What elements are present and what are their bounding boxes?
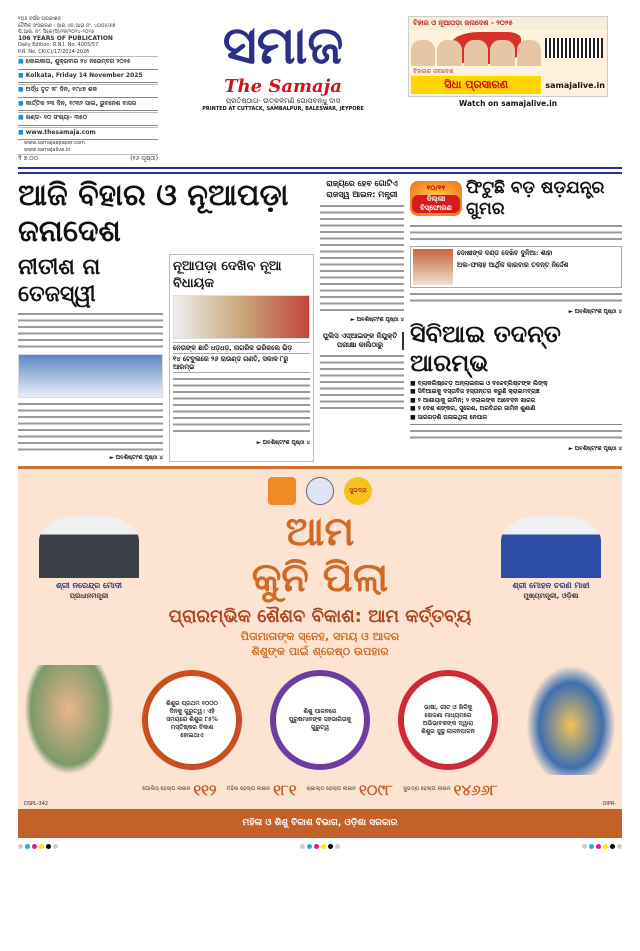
government-advertisement	[18, 469, 622, 809]
article-text	[18, 401, 163, 451]
continued-link[interactable]: ► ଅବଶିଷ୍ଟାଂଶ ପୃଷ୍ଠା ୪	[568, 308, 622, 315]
nuapada-headline[interactable]: ନୂଆପଡ଼ା ଦେଖିବ ନୂଆ ବିଧାୟକ	[173, 258, 282, 291]
father-child-illustration	[24, 665, 114, 775]
color-registration-marks	[582, 844, 622, 849]
photo-caption: ନେତାଙ୍କ ଛାତି ଧଡ଼ଧଡ଼, ନାଗରିକ ଭରିକଲେ ଭିଡ଼	[173, 342, 310, 353]
cbi-headline[interactable]: ସିବିଆଇ ତଦନ୍ତ ଆରମ୍ଭ	[410, 319, 561, 377]
article-text	[410, 223, 622, 243]
calendar-line: ■ ଅର୍ଦ୍ଧ ତୃତ ୨୮ ଦିନ, ୧୯୪୭ ଶକ	[18, 84, 158, 98]
article-text	[173, 376, 310, 436]
lead-subheadline: ନୀତୀଶ ନା ତେଜସ୍ୱୀ	[18, 254, 101, 307]
article-text	[410, 428, 622, 442]
helpline-child	[307, 781, 393, 799]
inset-subtitle: ଅଲ-ଫଲାହ ଆର୍ଥିକ କାରବାର ତଦନ୍ତ ନିର୍ଦ୍ଦେଶ	[457, 260, 569, 269]
pm-title: ପ୍ରଧାନମନ୍ତ୍ରୀ	[69, 591, 109, 600]
watch-link[interactable]: Watch on samajalive.in	[458, 99, 558, 108]
article-text	[18, 311, 163, 351]
cm-title: ମୁଖ୍ୟମନ୍ତ୍ରୀ, ଓଡ଼ିଶା	[523, 591, 579, 600]
photo-caption: ୧୪ ଟେବୁଲରେ ୨୬ ରାଉଣ୍ଡ ଗଣତି, ସକାଳ ୮ରୁ ଆରମ୍ଭ	[173, 353, 310, 373]
website-link[interactable]: www.samajalive.in	[24, 146, 71, 153]
delhi-inset	[410, 246, 622, 288]
ad-footer: ମହିଳା ଓ ଶିଶୁ ବିକାଶ ବିଭାଗ, ଓଡ଼ିଶା ସରକାର	[18, 809, 622, 838]
volume: ■ ଖଣ୍ଡ- ୧୦ ସଂଖ୍ୟା- ୩୫୦	[18, 112, 158, 126]
ad-site: samajalive.in	[545, 80, 605, 90]
ad-code: DSPL-342	[24, 800, 49, 807]
info-line: ୧୦୬ ବର୍ଷର ପ୍ରକାଶନ	[18, 16, 61, 22]
blast-photo	[413, 249, 453, 285]
years-of-publication: 106 YEARS OF PUBLICATION	[18, 34, 113, 42]
nuapada-story	[169, 254, 314, 462]
logo-english: The Samaja	[224, 76, 342, 97]
badge-label: ଦିଲ୍ଲୀ ବିସ୍ଫୋରଣ	[412, 195, 460, 213]
helpline-label: ପୋଲିସ୍ ହେଲ୍ପ ଲାଇନ	[142, 786, 191, 792]
helpline-number: ୧୧୨	[193, 780, 217, 799]
pm-name: ଶ୍ରୀ ନରେନ୍ଦ୍ର ମୋଦୀ	[55, 580, 123, 590]
ad-title	[160, 509, 480, 601]
helpline-women	[226, 781, 296, 799]
tagline-line: ପିତାମାତାଙ୍କ ସ୍ନେହ, ସମୟ ଓ ଆଦର	[240, 629, 400, 643]
continued-link[interactable]: ► ଅବଶିଷ୍ଟାଂଶ ପୃଷ୍ଠା ୪	[350, 316, 404, 323]
helpline-label: ସୁଭଦ୍ରା ହେଲ୍ପ ଲାଇନ	[402, 786, 451, 792]
pr-number: P.R. No. CK(C)/17/2024-2026	[18, 48, 90, 55]
color-registration-marks	[300, 844, 340, 849]
info-circle: ଶିଶୁ ପାଳନରେ ପୁରୁଷମାନଙ୍କ ସହଭାଗିତାକୁ ଗୁରୁତ୍ୱ	[270, 670, 370, 770]
ad-title-line: ଆମ	[285, 508, 355, 555]
article-text	[320, 353, 404, 413]
live-broadcast-ad[interactable]	[408, 16, 608, 97]
bullet-item: ■ ସିବିଆଇକୁ ଦସ୍ତାବିଜ ହସ୍ତାନ୍ତର କରୁଛି କ୍ରାଇମବ୍ରାଞ୍ଚ	[410, 388, 622, 397]
date-odia: ■ କୋଲକାତା, ଶୁକ୍ରବାର ୧୪ ନଭେମ୍ବର ୨୦୨୫	[18, 56, 158, 70]
helpline-police	[142, 781, 216, 799]
website-link[interactable]: ■ www.thesamaja.com	[18, 127, 158, 141]
inset-title: ଦୋଷୀଙ୍କ ଦଣ୍ଡ ଦେଖିବ ଦୁନିଆ: ଶାହା	[457, 248, 553, 257]
delhi-headline[interactable]: ଫିଟୁଛି ବଡ଼ ଷଡ଼ଯନ୍ତ୍ର ଗୁମର	[466, 177, 605, 219]
masthead-info	[18, 16, 158, 163]
qr-codes	[545, 38, 603, 58]
bullet-item: ■ ବ୍ଲାକଲିଷ୍ଟେଡ଼ ଅନ୍ଲାଇନାଇ ଓ ବଚ୍ଚେବ୍ଲିଷ୍ଟଙ୍କ ଲିଙ୍କ୍	[410, 380, 622, 389]
masthead	[18, 16, 622, 163]
helpline-number: ୧୮୧	[273, 780, 297, 799]
article-text	[410, 291, 622, 305]
printed-at: PRINTED AT CUTTACK, SAMBALPUR, BALESWAR, JEYPORE	[202, 106, 364, 112]
info-circle: ଶିଶୁର ପ୍ରଥମ ୧୦୦୦ ଦିନକୁ ଗୁରୁତ୍ୱ। ଏହି ସମୟରେ ଶିଶୁର ୮୫% ମସ୍ତିଷ୍କର ବିକାଶ ହୋଇଥାଏ	[142, 670, 242, 770]
bullet-item: ■ ୨ ଦେଶ ଶଙ୍କର, ସୁରେଶ, ଅରବିନ୍ଦର ଜାମିନ ଶୁଣାଣି	[410, 405, 622, 414]
tagline-line: ଶିଶୁଙ୍କ ପାଇଁ ଶ୍ରେଷ୍ଠ ଉପହାର	[251, 644, 389, 658]
helpline-subhadra	[403, 781, 498, 799]
page-count: (୧୬ ପୃଷ୍ଠା)	[130, 155, 158, 162]
helpline-number: ୧୦୯୮	[358, 780, 393, 799]
cm-name: ଶ୍ରୀ ମୋହନ ଚରଣ ମାଝୀ	[512, 580, 590, 590]
police-exam-label: ପୁଲିସ ଏସ୍ଆଇଙ୍କ ନିଯୁକ୍ତି ପରୀକ୍ଷା କାଲିଠାରୁ	[320, 332, 404, 350]
bullet-item: ■ ସାରଗଡ଼ଶି ପଳାଇଥିଲା ନେପାଳ	[410, 414, 622, 423]
continued-link[interactable]: ► ଅବଶିଷ୍ଟାଂଶ ପୃଷ୍ଠା ୪	[568, 446, 622, 452]
date-english: ■ Kolkata, Friday 14 November 2025	[18, 72, 158, 84]
pm-photo	[39, 516, 139, 578]
ad-tagline	[24, 629, 616, 659]
newspaper-logo	[168, 16, 398, 112]
daily-edition: Daily Edition: R.N.I. No. 4005/57	[18, 42, 99, 48]
masthead-divider	[18, 167, 622, 174]
helpline-label: ଚାଇଲ୍ଡ ହେଲ୍ପ ଲାଇନ	[306, 786, 356, 792]
continued-link[interactable]: ► ଅବଶିଷ୍ଟାଂଶ ପୃଷ୍ଠା ୪	[256, 439, 310, 446]
info-line: ପି.ଆର୍. ନଂ. ସିକେ(ସି)/୧୭/୨୦୨୪-୨୦୨୬	[18, 29, 95, 35]
ad-logos	[24, 477, 616, 505]
badge-date: ୧୦/୧୧	[426, 184, 446, 192]
ad-code: OIPR-	[602, 800, 616, 807]
website-link[interactable]: www.samajaepaper.com	[24, 140, 85, 146]
cm-photo	[501, 516, 601, 578]
helpline-label: ମହିଳା ହେଲ୍ପ ଲାଇନ	[226, 786, 271, 792]
wcd-logo-icon	[268, 477, 296, 505]
candidates-photo	[18, 354, 163, 398]
ad-title: ବିହାର ଓ ନୂଆପଡ଼ା ଜନାଦେଶ - ୨୦୨୫	[409, 17, 607, 30]
delhi-blast-badge	[410, 181, 462, 216]
news-section	[18, 178, 622, 462]
map-label: ବିହାରର ଜନାଦେଶ	[413, 68, 454, 75]
price: ₹ ୭.୦୦	[18, 155, 38, 162]
helpline-number: ୧୪୬୬୮	[453, 780, 498, 799]
live-banner: ସିଧା ପ୍ରସାରଣ	[411, 76, 541, 94]
children-kite-illustration	[526, 665, 616, 775]
calendar-line: ■ କାର୍ତ୍ତିକ ୨୩ ଦିନ, ୧୯୩୨ ସାଲ, ଭୁବନେଶ ବାସର	[18, 100, 158, 112]
ad-title-line: କୁନି ପିଲା	[251, 554, 389, 601]
ad-subtitle: ପ୍ରାରମ୍ଭିକ ଶୈଶବ ବିକାଶ: ଆମ କର୍ତ୍ତବ୍ୟ	[168, 605, 472, 627]
candidates-photo	[173, 295, 310, 339]
odisha-emblem-icon	[306, 477, 334, 505]
lead-headline[interactable]: ଆଜି ବିହାର ଓ ନୂଆପଡ଼ା ଜନାଦେଶ	[18, 177, 289, 249]
cbi-bullets	[410, 380, 622, 426]
subhadra-logo: ସୁଭଦ୍ରା	[344, 477, 372, 505]
article-text	[320, 203, 404, 313]
color-registration-marks	[18, 844, 58, 849]
leaders-photos	[411, 40, 541, 66]
info-circle: ଭାଷା, ଗୀତ ଓ ଖିଳିକୁ ଖେଳଣା ମାଧ୍ୟମରେ ଅଭିଭାବକଙ୍କ ଦ୍ୱାରା ଶିଶୁର ସୁସ୍ଥ ଲାଳନପାଳନ	[398, 670, 498, 770]
info-line: ଦୈନିକ ସଂସ୍କରଣ : ଆର୍.ଏନ୍.ଆଇ ନଂ. ୪୦୦୫/୫୭	[18, 22, 116, 29]
logo-tagline: ପ୍ରତିଷ୍ଠାତା- ଉତ୍କଳମଣି ଗୋପବନ୍ଧୁ ଦାସ	[225, 97, 341, 105]
revenue-headline[interactable]: ରାଜ୍ୟରେ ହେବ ଗୋଟିଏ ରାଜସ୍ୱ ଆଇନ: ମନ୍ତ୍ରୀ	[326, 178, 398, 199]
bullet-item: ■ ୨ ଆଶାୟାକୁ ଜାମିନ; ୨ ଦଲାଲଙ୍କ ଆବେଦନ ଖାରଜ	[410, 397, 622, 406]
continued-link[interactable]: ► ଅବଶିଷ୍ଟାଂଶ ପୃଷ୍ଠା ୪	[109, 454, 163, 461]
logo-odia: ସମାଜ	[222, 15, 344, 76]
